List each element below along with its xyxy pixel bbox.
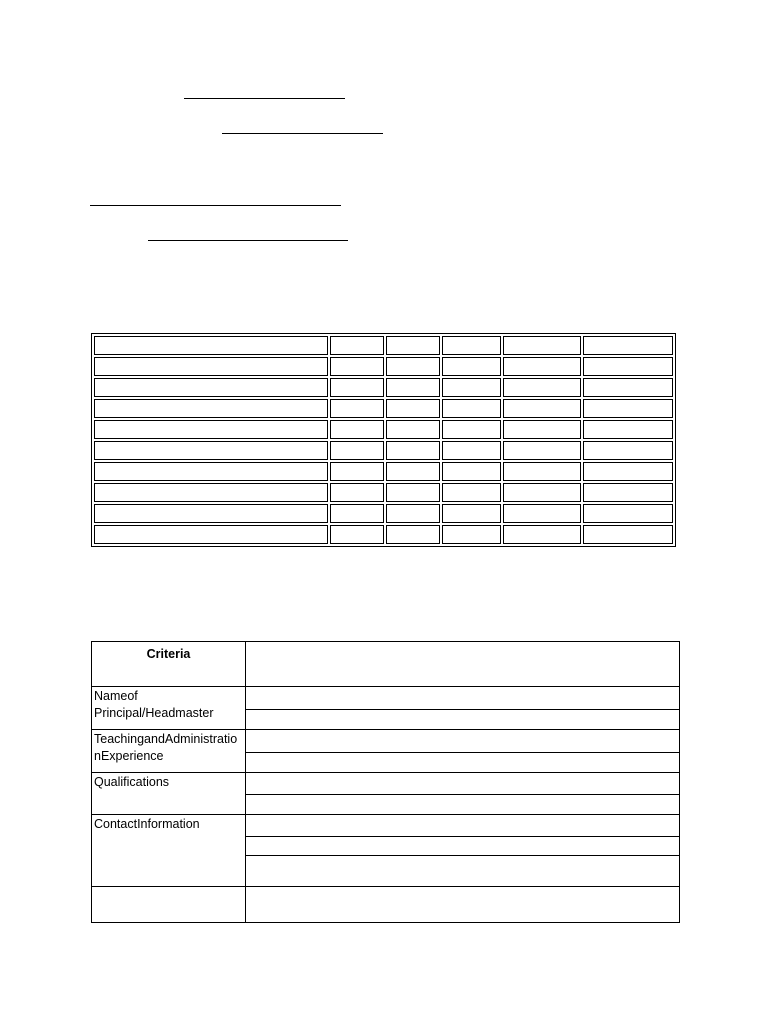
criteria-row-contact [92,815,679,887]
criteria-label: Qualifications [92,773,246,814]
grid-cell[interactable] [386,462,440,481]
grid-cell[interactable] [503,336,581,355]
criteria-row-blank [92,887,679,922]
criteria-input-line[interactable] [246,753,679,773]
grid-cell[interactable] [330,525,384,544]
grid-cell[interactable] [503,525,581,544]
grid-cell[interactable] [583,399,673,418]
grid-cell[interactable] [330,399,384,418]
grid-cell[interactable] [94,336,328,355]
grid-cell[interactable] [386,336,440,355]
grid-cell[interactable] [583,420,673,439]
grid-cell[interactable] [442,483,501,502]
criteria-row-qualifications [92,773,679,815]
criteria-row-principal-name [92,687,679,730]
grid-cell[interactable] [583,378,673,397]
grid-cell[interactable] [386,399,440,418]
grid-cell[interactable] [330,462,384,481]
criteria-input-line[interactable] [246,887,679,922]
grid-row [94,441,673,460]
grid-cell[interactable] [94,420,328,439]
criteria-row-experience [92,730,679,773]
criteria-input-line[interactable] [246,775,679,795]
criteria-label [92,887,246,922]
grid-cell[interactable] [503,441,581,460]
grid-cell[interactable] [386,357,440,376]
criteria-input-line[interactable] [246,856,679,886]
criteria-label: ContactInformation [92,815,246,886]
grid-cell[interactable] [442,399,501,418]
grid-cell[interactable] [503,357,581,376]
criteria-fields [246,773,679,814]
grid-row [94,378,673,397]
grid-cell[interactable] [503,420,581,439]
criteria-label: Nameof Principal/Headmaster [92,687,246,729]
grid-cell[interactable] [503,504,581,523]
grid-row [94,504,673,523]
grid-cell[interactable] [583,462,673,481]
grid-row [94,525,673,544]
grid-cell[interactable] [386,420,440,439]
blank-grid-table [91,333,676,547]
criteria-input-line[interactable] [246,710,679,730]
grid-cell[interactable] [330,357,384,376]
grid-cell[interactable] [503,378,581,397]
grid-cell[interactable] [503,462,581,481]
grid-cell[interactable] [442,378,501,397]
criteria-label: TeachingandAdministratio nExperience [92,730,246,772]
grid-cell[interactable] [442,357,501,376]
grid-cell[interactable] [442,504,501,523]
grid-cell[interactable] [583,504,673,523]
grid-cell[interactable] [94,441,328,460]
grid-cell[interactable] [442,441,501,460]
criteria-header-value-cell [246,642,679,686]
grid-cell[interactable] [330,483,384,502]
grid-cell[interactable] [583,336,673,355]
grid-cell[interactable] [583,483,673,502]
grid-cell[interactable] [94,462,328,481]
criteria-fields [246,687,679,729]
criteria-input-line[interactable] [246,817,679,837]
blank-underline-4 [148,240,348,241]
grid-cell[interactable] [94,504,328,523]
grid-row [94,420,673,439]
criteria-header-row [92,642,679,687]
grid-cell[interactable] [503,483,581,502]
criteria-input-line[interactable] [246,837,679,857]
grid-cell[interactable] [330,378,384,397]
grid-cell[interactable] [386,483,440,502]
criteria-input-line[interactable] [246,689,679,710]
grid-cell[interactable] [386,504,440,523]
grid-cell[interactable] [94,378,328,397]
grid-cell[interactable] [583,441,673,460]
grid-row [94,357,673,376]
criteria-header-label: Criteria [92,642,246,686]
grid-cell[interactable] [94,399,328,418]
grid-cell[interactable] [330,420,384,439]
grid-cell[interactable] [94,483,328,502]
grid-cell[interactable] [386,525,440,544]
grid-row [94,336,673,355]
grid-cell[interactable] [94,357,328,376]
criteria-fields [246,887,679,922]
criteria-fields [246,730,679,772]
grid-cell[interactable] [503,399,581,418]
grid-cell[interactable] [583,357,673,376]
grid-cell[interactable] [583,525,673,544]
grid-row [94,462,673,481]
grid-row [94,399,673,418]
criteria-input-line[interactable] [246,795,679,814]
criteria-input-line[interactable] [246,732,679,753]
blank-underline-1 [184,98,345,99]
blank-underline-2 [222,133,383,134]
blank-underline-3 [90,205,341,206]
grid-row [94,483,673,502]
grid-cell[interactable] [442,462,501,481]
grid-cell[interactable] [330,336,384,355]
grid-cell[interactable] [330,504,384,523]
grid-cell[interactable] [94,525,328,544]
criteria-table [91,641,680,923]
grid-cell[interactable] [442,336,501,355]
grid-cell[interactable] [386,378,440,397]
grid-cell[interactable] [330,441,384,460]
grid-cell[interactable] [442,420,501,439]
criteria-fields [246,815,679,886]
grid-cell[interactable] [386,441,440,460]
grid-cell[interactable] [442,525,501,544]
